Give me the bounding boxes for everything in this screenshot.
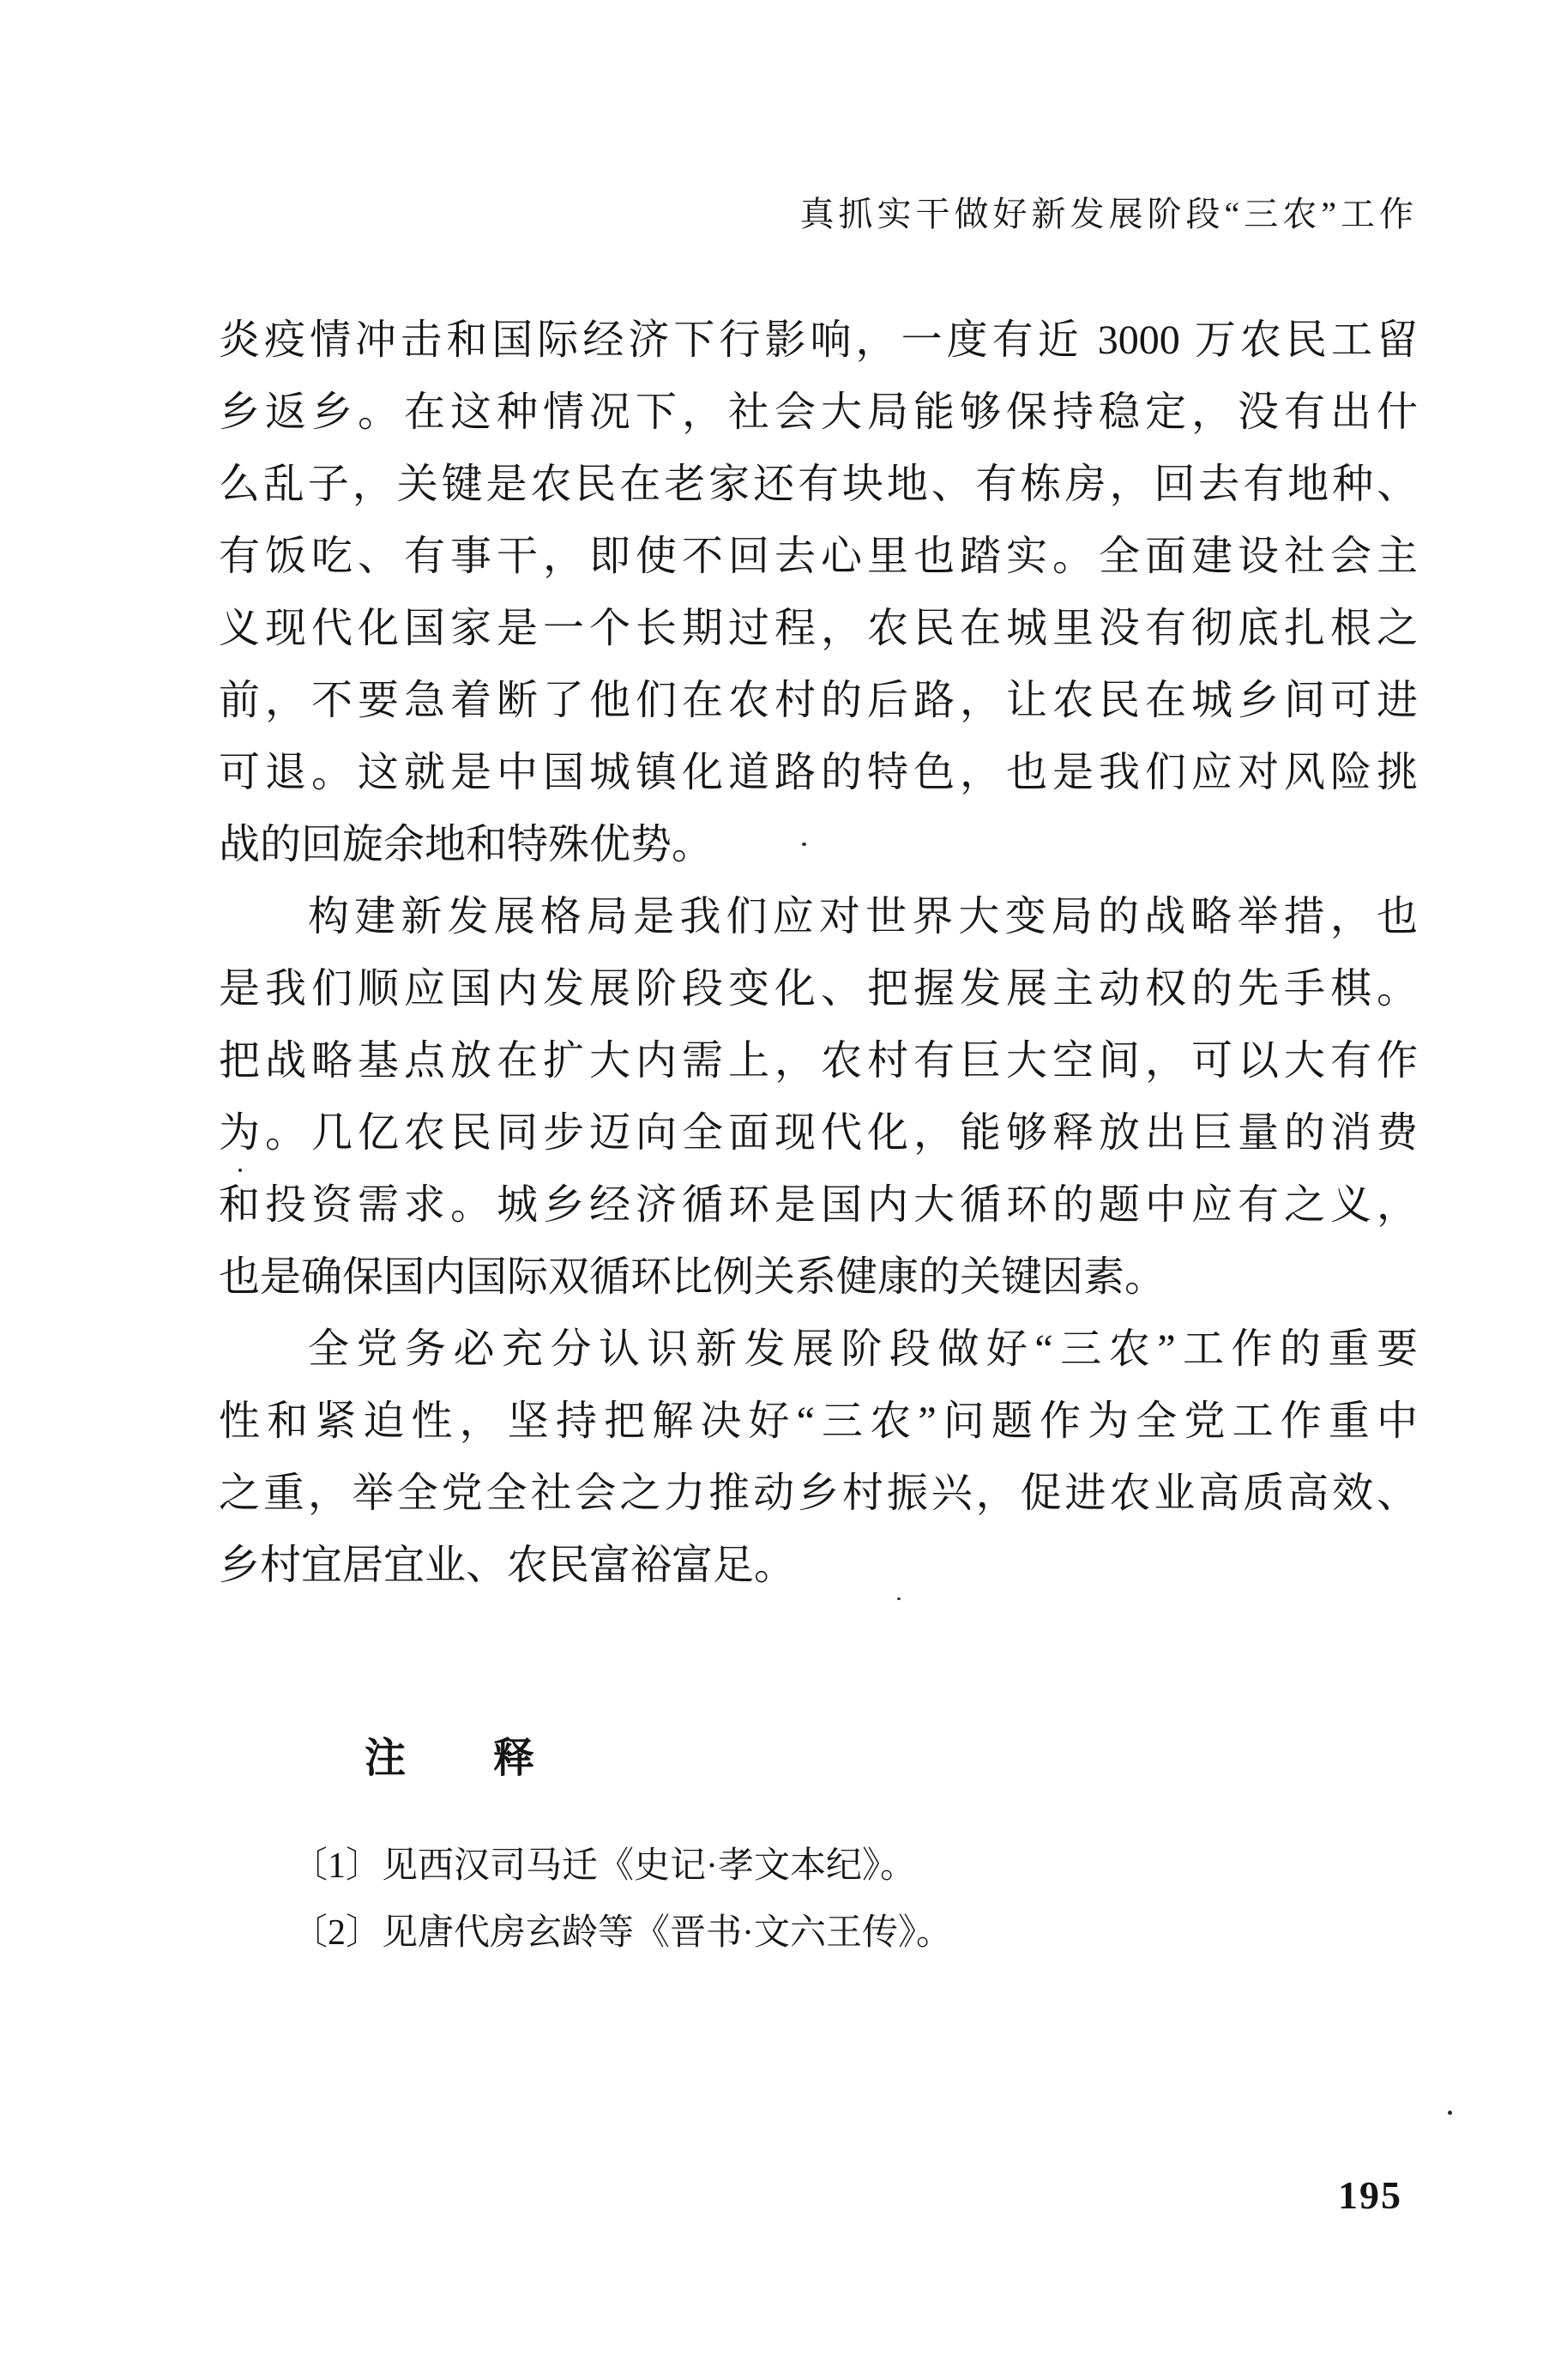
body-line: 之重，举全党全社会之力推动乡村振兴，促进农业高质高效、	[219, 1471, 1418, 1516]
footnotes	[292, 1833, 1424, 1966]
body-line: 构建新发展格局是我们应对世界大变局的战略举措，也	[308, 894, 1418, 939]
footnote-item: 〔1〕见西汉司马迁《史记·孝文本纪》。	[292, 1846, 916, 1886]
paragraph	[219, 305, 1418, 881]
scan-speck	[1448, 2111, 1452, 2115]
body-line: 也是确保国内国际双循环比例关系健康的关键因素。	[219, 1254, 1166, 1300]
scan-speck	[897, 1598, 901, 1600]
body-line: 把战略基点放在扩大内需上，农村有巨大空间，可以大有作	[219, 1038, 1418, 1084]
running-header: 真抓实干做好新发展阶段“三农”工作	[799, 195, 1418, 233]
body-text	[219, 305, 1418, 1602]
body-line: 炎疫情冲击和国际经济下行影响，一度有近 3000 万农民工留	[219, 317, 1418, 363]
body-line: 乡村宜居宜业、农民富裕富足。	[219, 1543, 796, 1588]
paragraph	[219, 881, 1418, 1314]
notes-heading: 注 释	[365, 1736, 537, 1781]
body-line: 有饭吃、有事干，即使不回去心里也踏实。全面建设社会主	[219, 534, 1418, 579]
body-line: 义现代化国家是一个长期过程，农民在城里没有彻底扎根之	[219, 606, 1418, 651]
scan-speck	[238, 1169, 242, 1172]
body-line: 是我们顺应国内发展阶段变化、把握发展主动权的先手棋。	[219, 966, 1418, 1012]
body-line: 可退。这就是中国城镇化道路的特色，也是我们应对风险挑	[219, 750, 1418, 795]
body-line: 性和紧迫性，坚持把解决好“三农”问题作为全党工作重中	[219, 1398, 1418, 1444]
body-line: 为。几亿农民同步迈向全面现代化，能够释放出巨量的消费	[219, 1110, 1418, 1156]
body-line: 么乱子，关键是农民在老家还有块地、有栋房，回去有地种、	[219, 462, 1418, 507]
footnote-item: 〔2〕见唐代房玄龄等《晋书·文六王传》。	[292, 1913, 952, 1953]
page-number: 195	[1338, 2173, 1402, 2217]
body-line: 前，不要急着断了他们在农村的后路，让农民在城乡间可进	[219, 678, 1418, 723]
body-line: 全党务必充分认识新发展阶段做好“三农”工作的重要	[308, 1326, 1418, 1372]
paragraph	[219, 1314, 1418, 1602]
scan-speck	[802, 843, 806, 846]
body-line: 战的回旋余地和特殊优势。	[219, 822, 714, 867]
body-line: 和投资需求。城乡经济循环是国内大循环的题中应有之义，	[219, 1182, 1418, 1228]
body-line: 乡返乡。在这种情况下，社会大局能够保持稳定，没有出什	[219, 390, 1418, 435]
